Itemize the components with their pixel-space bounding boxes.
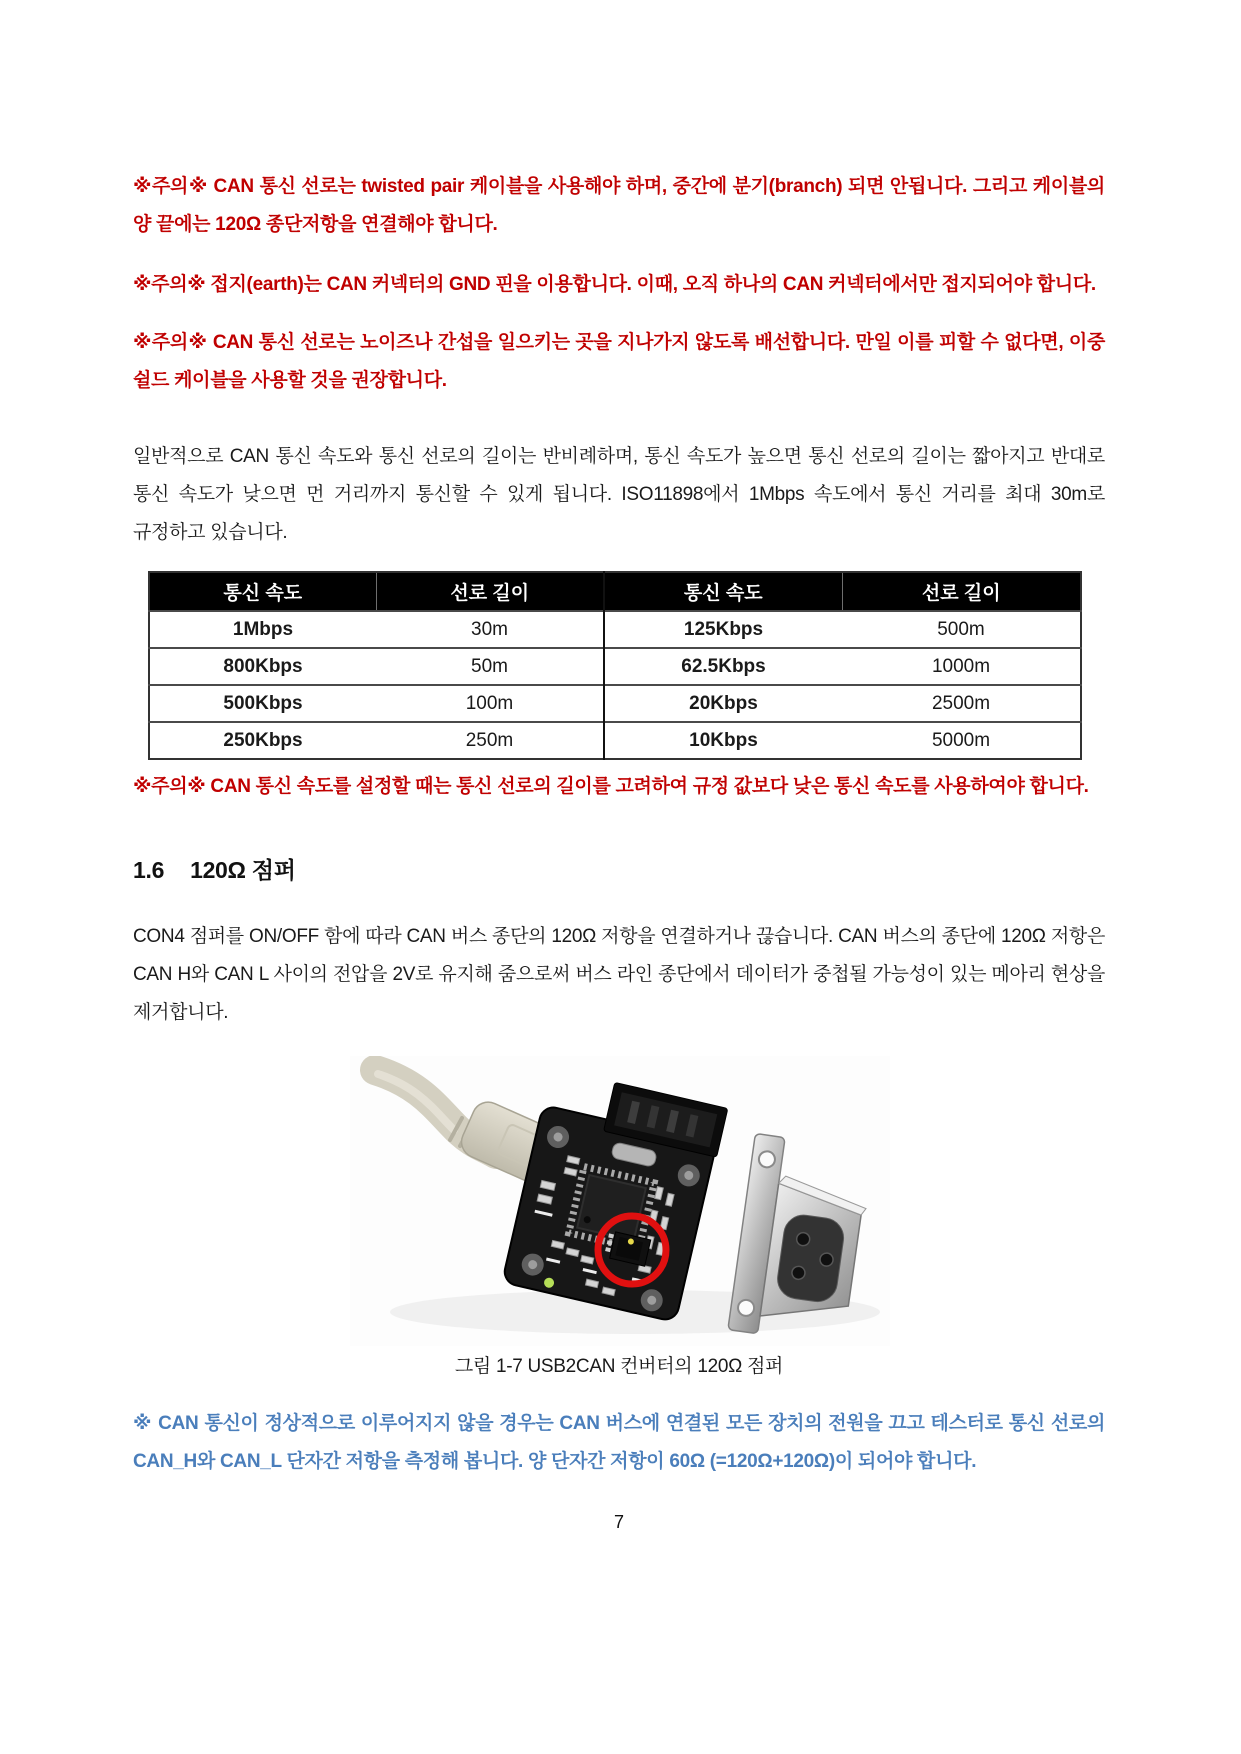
header-length-2: 선로 길이 — [842, 572, 1081, 611]
cell-length: 100m — [376, 685, 604, 722]
cell-length: 2500m — [842, 685, 1081, 722]
note-paragraph-resistance-check: ※ CAN 통신이 정상적으로 이루어지지 않을 경우는 CAN 버스에 연결된 모든 장치의 전원을 끄고 테스터로 통신 선로의 CAN_H와 CAN_L 단자간 저항을 측정해 봅니다. 양 단자간 저항이 60Ω (=120Ω+120Ω)이 되어야 합니다. — [133, 1413, 1105, 1472]
cell-speed: 250Kbps — [149, 722, 376, 759]
section-paragraph: CON4 점퍼를 ON/OFF 함에 따라 CAN 버스 종단의 120Ω 저항을 연결하거나 끊습니다. CAN 버스의 종단에 120Ω 저항은 CAN H와 CAN L 사이의 전압을 2V로 유지해 줌으로써 버스 라인 종단에서 데이터가 중첩될 가능성이 있는 메아리 현상을 제거합니다. — [133, 926, 1105, 1023]
header-length-1: 선로 길이 — [376, 572, 604, 611]
cell-speed: 10Kbps — [604, 722, 842, 759]
cell-length: 1000m — [842, 648, 1081, 685]
figure-block — [133, 1056, 1105, 1382]
section-heading — [133, 851, 1105, 889]
page-number: 7 — [613, 1512, 624, 1532]
cell-length: 30m — [376, 611, 604, 648]
cell-speed: 20Kbps — [604, 685, 842, 722]
cell-speed: 800Kbps — [149, 648, 376, 685]
section-title: 120Ω 점퍼 — [190, 857, 296, 883]
table-row — [149, 648, 1081, 685]
cell-length: 500m — [842, 611, 1081, 648]
header-speed-1: 통신 속도 — [149, 572, 376, 611]
table-row — [149, 611, 1081, 648]
cell-length: 5000m — [842, 722, 1081, 759]
warning-paragraph-noise-routing: ※주의※ CAN 통신 선로는 노이즈나 간섭을 일으키는 곳을 지나가지 않도록 배선합니다. 만일 이를 피할 수 없다면, 이중 쉴드 케이블을 사용할 것을 권장합니다. — [133, 332, 1105, 391]
warning-paragraph-earth-ground: ※주의※ 접지(earth)는 CAN 커넥터의 GND 핀을 이용합니다. 이때, 오직 하나의 CAN 커넥터에서만 접지되어야 합니다. — [133, 274, 1096, 295]
cell-speed: 125Kbps — [604, 611, 842, 648]
section-number: 1.6 — [133, 857, 165, 883]
header-speed-2: 통신 속도 — [604, 572, 842, 611]
figure-caption: 그림 1-7 USB2CAN 컨버터의 120Ω 점퍼 — [454, 1356, 784, 1377]
usb2can-photo-illustration — [350, 1056, 890, 1346]
warning-paragraph-twisted-pair: ※주의※ CAN 통신 선로는 twisted pair 케이블을 사용해야 하며, 중간에 분기(branch) 되면 안됩니다. 그리고 케이블의 양 끝에는 120Ω 종단저항을 연결해야 합니다. — [133, 176, 1105, 235]
cell-speed: 1Mbps — [149, 611, 376, 648]
speed-length-table — [148, 571, 1082, 760]
cell-length: 250m — [376, 722, 604, 759]
usb2can-photo — [350, 1056, 890, 1346]
table-row — [149, 722, 1081, 759]
table-row — [149, 685, 1081, 722]
intro-paragraph: 일반적으로 CAN 통신 속도와 통신 선로의 길이는 반비례하며, 통신 속도가 높으면 통신 선로의 길이는 짧아지고 반대로 통신 속도가 낮으면 먼 거리까지 통신할 수 있게 됩니다. ISO11898에서 1Mbps 속도에서 통신 거리를 최대 30m로 규정하고 있습니다. — [133, 446, 1105, 543]
cell-speed: 62.5Kbps — [604, 648, 842, 685]
cell-length: 50m — [376, 648, 604, 685]
warning-paragraph-speed-setting: ※주의※ CAN 통신 속도를 설정할 때는 통신 선로의 길이를 고려하여 규정 값보다 낮은 통신 속도를 사용하여야 합니다. — [133, 776, 1089, 797]
cell-speed: 500Kbps — [149, 685, 376, 722]
table-header-row — [149, 572, 1081, 611]
